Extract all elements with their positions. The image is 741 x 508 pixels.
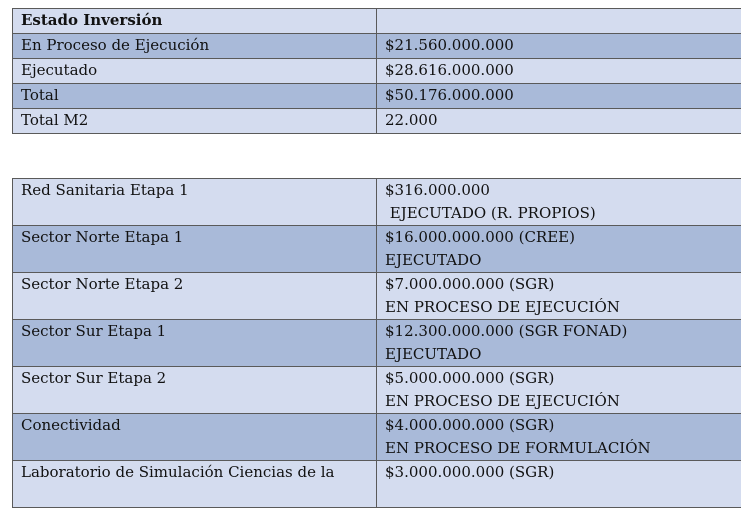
investment-status-header-blank — [377, 9, 741, 34]
table-row — [13, 34, 741, 59]
project-detail — [377, 226, 741, 273]
table-row — [13, 273, 741, 320]
project-status: EN PROCESO DE EJECUCIÓN — [385, 390, 741, 413]
project-name: Sector Sur Etapa 2 — [13, 367, 377, 414]
project-detail — [377, 461, 741, 508]
row-label: Total — [13, 84, 377, 109]
investment-status-table — [12, 8, 741, 134]
table-row — [13, 226, 741, 273]
project-amount: $4.000.000.000 (SGR) — [385, 414, 741, 437]
project-detail — [377, 414, 741, 461]
table-row — [13, 320, 741, 367]
table-row — [13, 461, 741, 508]
table-row — [13, 109, 741, 134]
row-label: En Proceso de Ejecución — [13, 34, 377, 59]
project-detail — [377, 273, 741, 320]
table-row — [13, 367, 741, 414]
project-amount: $3.000.000.000 (SGR) — [385, 461, 741, 484]
project-amount: $5.000.000.000 (SGR) — [385, 367, 741, 390]
project-amount: $16.000.000.000 (CREE) — [385, 226, 741, 249]
project-name: Sector Norte Etapa 2 — [13, 273, 377, 320]
row-value: $50.176.000.000 — [377, 84, 741, 109]
project-detail — [377, 320, 741, 367]
row-label: Total M2 — [13, 109, 377, 134]
row-value: $21.560.000.000 — [377, 34, 741, 59]
project-name: Conectividad — [13, 414, 377, 461]
project-detail — [377, 179, 741, 226]
project-status: EN PROCESO DE FORMULACIÓN — [385, 437, 741, 460]
project-status: EJECUTADO — [385, 343, 741, 366]
project-name: Laboratorio de Simulación Ciencias de la — [13, 461, 377, 508]
table-row — [13, 179, 741, 226]
table-row — [13, 84, 741, 109]
projects-table — [12, 178, 741, 508]
row-value: $28.616.000.000 — [377, 59, 741, 84]
project-status: EJECUTADO (R. PROPIOS) — [385, 202, 741, 225]
row-label: Ejecutado — [13, 59, 377, 84]
project-status: EN PROCESO DE EJECUCIÓN — [385, 296, 741, 319]
project-amount: $12.300.000.000 (SGR FONAD) — [385, 320, 741, 343]
project-detail — [377, 367, 741, 414]
project-name: Sector Norte Etapa 1 — [13, 226, 377, 273]
project-name: Red Sanitaria Etapa 1 — [13, 179, 377, 226]
table-row — [13, 414, 741, 461]
table-row — [13, 59, 741, 84]
row-value: 22.000 — [377, 109, 741, 134]
investment-status-header: Estado Inversión — [13, 9, 377, 34]
project-status: EJECUTADO — [385, 249, 741, 272]
project-amount: $7.000.000.000 (SGR) — [385, 273, 741, 296]
table-header-row — [13, 9, 741, 34]
project-name: Sector Sur Etapa 1 — [13, 320, 377, 367]
project-amount: $316.000.000 — [385, 179, 741, 202]
